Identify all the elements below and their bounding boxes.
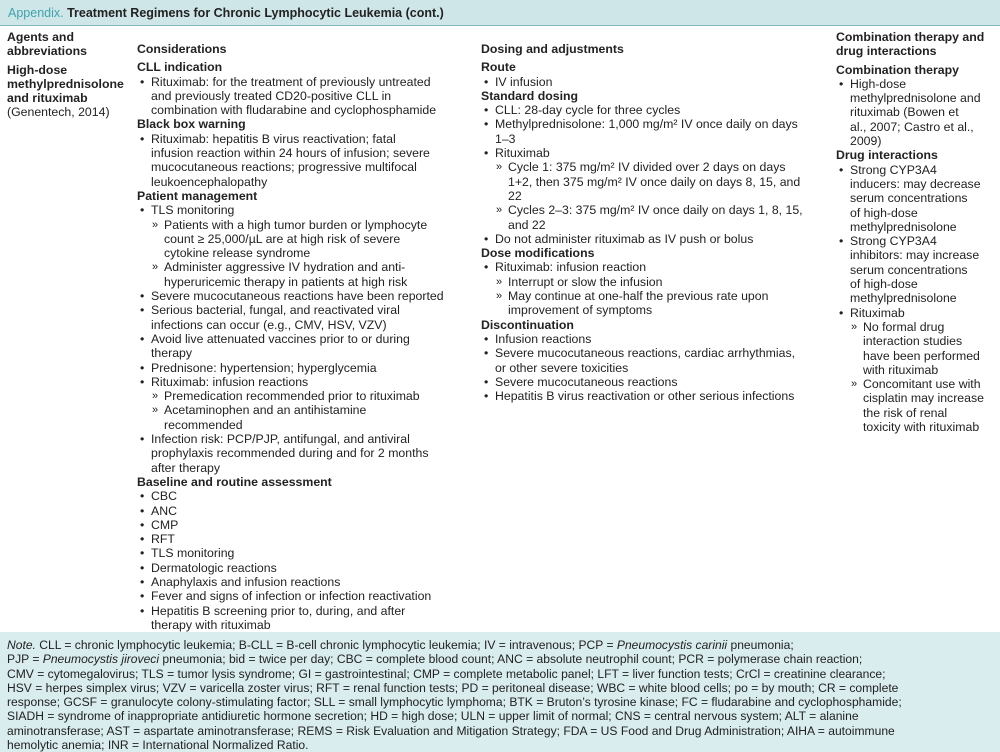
sub-bullet-continuation: interaction studies — [863, 334, 963, 349]
caption-title: Treatment Regimens for Chronic Lymphocytic Leukemia (cont.) — [67, 6, 444, 20]
bullet-item: • Rituximab: hepatitis B virus reactivation; fatal — [137, 132, 472, 146]
header-line: abbreviations — [7, 44, 87, 59]
note-line — [7, 724, 994, 738]
note-line — [7, 667, 994, 681]
bullet-item: • TLS monitoring — [137, 203, 472, 217]
note-text: response; GCSF = granulocyte colony-stimulating factor; SLL = small lymphocytic lymphoma; BTK = Bruton’s tyrosine kinase; FC = fludarabine and cyclophosphamide; — [7, 695, 902, 710]
bullet-continuation: combination with fludarabine and cyclophosphamide — [151, 103, 437, 118]
bullet-continuation: leukoencephalopathy — [151, 174, 268, 189]
bullet-item: • CBC — [137, 489, 472, 503]
sub-bullet-continuation: hyperuricemic therapy in patients at high risk — [164, 274, 408, 289]
note-line — [7, 738, 994, 752]
bullet-continuation: methylprednisolone and — [850, 91, 981, 106]
sub-bullet-item: » Premedication recommended prior to rituximab — [137, 389, 472, 403]
combination-list — [836, 63, 996, 435]
bullet-continuation: after therapy — [151, 460, 221, 475]
bullet-continuation: prophylaxis recommended during and for 2 months — [151, 446, 429, 461]
header-line: drug interactions — [836, 44, 937, 59]
sub-bullet-continuation: 22 — [508, 188, 522, 203]
bullet-item: • RFT — [137, 532, 472, 546]
section-heading: CLL indication — [137, 60, 223, 75]
bullet-item: • TLS monitoring — [137, 546, 472, 560]
note-text: aminotransferase; AST = aspartate aminotransferase; REMS = Risk Evaluation and Mitigation Strategy; FDA = US Food and Drug Administration; AIHA = autoimmune — [7, 723, 895, 738]
sub-bullet-item: » Patients with a high tumor burden or lymphocyte — [137, 218, 472, 232]
note-text: PJP = — [7, 652, 43, 667]
sub-bullet-item: » Acetaminophen and an antihistamine — [137, 403, 472, 417]
sub-bullet-continuation: and 22 — [508, 217, 546, 232]
bullet-continuation: therapy — [151, 346, 193, 361]
bullet-item: • Dermatologic reactions — [137, 561, 472, 575]
section-heading: Standard dosing — [481, 88, 579, 103]
agent-name — [7, 63, 127, 106]
bullet-item: • High-dose — [836, 77, 996, 91]
bullet-continuation: inhibitors: may increase — [850, 248, 980, 263]
section-heading: Baseline and routine assessment — [137, 474, 332, 489]
sub-bullet-item: » Cycle 1: 375 mg/m² IV divided over 2 days on days — [481, 160, 827, 174]
bullet-item: • Hepatitis B virus reactivation or other serious infections — [481, 389, 827, 403]
bullet-continuation: of high-dose — [850, 205, 918, 220]
sub-bullet-continuation: 1+2, then 375 mg/m² IV once daily on days 8, 15, and — [508, 174, 801, 189]
note-text: pneumonia; bid = twice per day; CBC = complete blood count; ANC = absolute neutrophil count; PCR = polymerase chain reaction; — [159, 652, 863, 667]
considerations-column — [137, 30, 472, 632]
bullet-item: • CMP — [137, 518, 472, 532]
bullet-item: • Rituximab — [836, 306, 996, 320]
note-text: pneumonia; — [727, 638, 794, 652]
agents-column — [7, 30, 127, 120]
bullet-item: • Severe mucocutaneous reactions — [481, 375, 827, 389]
bullet-item: • Methylprednisolone: 1,000 mg/m² IV once daily on days — [481, 117, 827, 131]
bullet-item: • Do not administer rituximab as IV push or bolus — [481, 232, 827, 246]
combination-column-header — [836, 30, 996, 59]
bullet-continuation: infections can occur (e.g., CMV, HSV, VZV) — [151, 317, 387, 332]
section-heading: Route — [481, 60, 516, 75]
note-italic-term: Pneumocystis carinii — [616, 638, 728, 652]
dosing-list — [481, 60, 827, 403]
note-text: hemolytic anemia; INR = International Normalized Ratio. — [7, 738, 309, 752]
bullet-item: • Rituximab — [481, 146, 827, 160]
note-label: Note. — [7, 638, 36, 652]
dosing-column-header: Dosing and adjustments — [481, 42, 624, 56]
bullet-item: • Infection risk: PCP/PJP, antifungal, and antiviral — [137, 432, 472, 446]
agent-name-line: and rituximab — [7, 91, 88, 106]
sub-bullet-item: » Cycles 2–3: 375 mg/m² IV once daily on days 1, 8, 15, — [481, 203, 827, 217]
sub-bullet-item: » No formal drug — [836, 320, 996, 334]
table-caption — [0, 0, 1000, 26]
bullet-item: • Anaphylaxis and infusion reactions — [137, 575, 472, 589]
bullet-continuation: methylprednisolone — [850, 291, 957, 306]
bullet-item: • ANC — [137, 504, 472, 518]
caption-label: Appendix. — [8, 6, 64, 20]
bullet-continuation: 1–3 — [495, 131, 516, 146]
sub-bullet-continuation: toxicity with rituximab — [863, 420, 980, 435]
considerations-list — [137, 60, 472, 632]
sub-bullet-item: » Concomitant use with — [836, 377, 996, 391]
section-heading: Black box warning — [137, 117, 246, 132]
sub-bullet-continuation: improvement of symptoms — [508, 303, 653, 318]
table-note — [0, 632, 1000, 752]
bullet-item: • Severe mucocutaneous reactions have been reported — [137, 289, 472, 303]
bullet-item: • Rituximab: for the treatment of previously untreated — [137, 75, 472, 89]
header-line: Agents and — [7, 30, 74, 44]
bullet-item: • Rituximab: infusion reactions — [137, 375, 472, 389]
sub-bullet-continuation: cytokine release syndrome — [164, 246, 311, 261]
agent-name-line: methylprednisolone — [7, 76, 124, 91]
bullet-item: • Prednisone: hypertension; hyperglycemia — [137, 361, 472, 375]
note-line — [7, 709, 994, 723]
bullet-item: • Serious bacterial, fungal, and reactivated viral — [137, 303, 472, 317]
bullet-item: • Strong CYP3A4 — [836, 234, 996, 248]
note-text: CMV = cytomegalovirus; TLS = tumor lysis syndrome; GI = gastrointestinal; CMP = complete metabolic panel; LFT = liver function tests; CrCl = creatinine clearance; — [7, 666, 886, 681]
bullet-continuation: and previously treated CD20-positive CLL in — [151, 88, 392, 103]
dosing-column — [481, 30, 827, 403]
note-line — [7, 681, 994, 695]
sub-bullet-continuation: cisplatin may increase — [863, 391, 984, 406]
note-line — [7, 695, 994, 709]
sub-bullet-continuation: have been performed — [863, 348, 980, 363]
agents-column-header — [7, 30, 127, 59]
note-line — [7, 652, 994, 666]
bullet-item: • Hepatitis B screening prior to, during, and after — [137, 604, 472, 618]
section-heading: Patient management — [137, 188, 258, 203]
bullet-continuation: or other severe toxicities — [495, 360, 629, 375]
bullet-continuation: al., 2007; Castro et al., — [850, 119, 974, 134]
bullet-continuation: serum concentrations — [850, 262, 968, 277]
considerations-column-header: Considerations — [137, 42, 227, 56]
note-text: HSV = herpes simplex virus; VZV = varicella zoster virus; RFT = renal function tests; PD = peritoneal disease; WBC = white blood cells; po = by mouth; CR = complete — [7, 680, 899, 695]
bullet-item: • CLL: 28-day cycle for three cycles — [481, 103, 827, 117]
bullet-continuation: serum concentrations — [850, 191, 968, 206]
bullet-continuation: therapy with rituximab — [151, 617, 271, 632]
header-line: Combination therapy and — [836, 30, 985, 44]
bullet-continuation: of high-dose — [850, 277, 918, 292]
sub-bullet-item: » Administer aggressive IV hydration and anti- — [137, 260, 472, 274]
section-heading: Combination therapy — [836, 62, 959, 77]
combination-column — [836, 30, 996, 434]
agent-name-line: High-dose — [7, 62, 68, 77]
note-line — [7, 638, 994, 652]
bullet-item: • Avoid live attenuated vaccines prior to or during — [137, 332, 472, 346]
bullet-item: • Severe mucocutaneous reactions, cardiac arrhythmias, — [481, 346, 827, 360]
bullet-continuation: methylprednisolone — [850, 219, 957, 234]
sub-bullet-continuation: the risk of renal — [863, 405, 948, 420]
bullet-continuation: 2009) — [850, 134, 882, 149]
sub-bullet-continuation: count ≥ 25,000/µL are at high risk of severe — [164, 231, 401, 246]
sub-bullet-item: » Interrupt or slow the infusion — [481, 275, 827, 289]
note-text: CLL = chronic lymphocytic leukemia; B-CLL = B-cell chronic lymphocytic leukemia; IV = intravenous; PCP = — [35, 638, 617, 652]
bullet-continuation: inducers: may decrease — [850, 176, 981, 191]
bullet-item: • Fever and signs of infection or infection reactivation — [137, 589, 472, 603]
note-italic-term: Pneumocystis jiroveci — [42, 652, 160, 667]
bullet-item: • Rituximab: infusion reaction — [481, 260, 827, 274]
sub-bullet-continuation: with rituximab — [863, 362, 939, 377]
section-heading: Discontinuation — [481, 317, 574, 332]
bullet-continuation: infusion reaction within 24 hours of infusion; severe — [151, 146, 430, 161]
sub-bullet-item: » May continue at one-half the previous rate upon — [481, 289, 827, 303]
bullet-item: • IV infusion — [481, 75, 827, 89]
sub-bullet-continuation: recommended — [164, 417, 243, 432]
bullet-item: • Infusion reactions — [481, 332, 827, 346]
bullet-continuation: mucocutaneous reactions; progressive multifocal — [151, 160, 417, 175]
bullet-item: • Strong CYP3A4 — [836, 163, 996, 177]
note-text: SIADH = syndrome of inappropriate antidiuretic hormone secretion; HD = high dose; ULN = upper limit of normal; CNS = central nervous system; ALT = alanine — [7, 709, 859, 724]
agent-source: (Genentech, 2014) — [7, 105, 110, 120]
bullet-continuation: rituximab (Bowen et — [850, 105, 959, 120]
section-heading: Drug interactions — [836, 148, 938, 163]
section-heading: Dose modifications — [481, 246, 595, 261]
